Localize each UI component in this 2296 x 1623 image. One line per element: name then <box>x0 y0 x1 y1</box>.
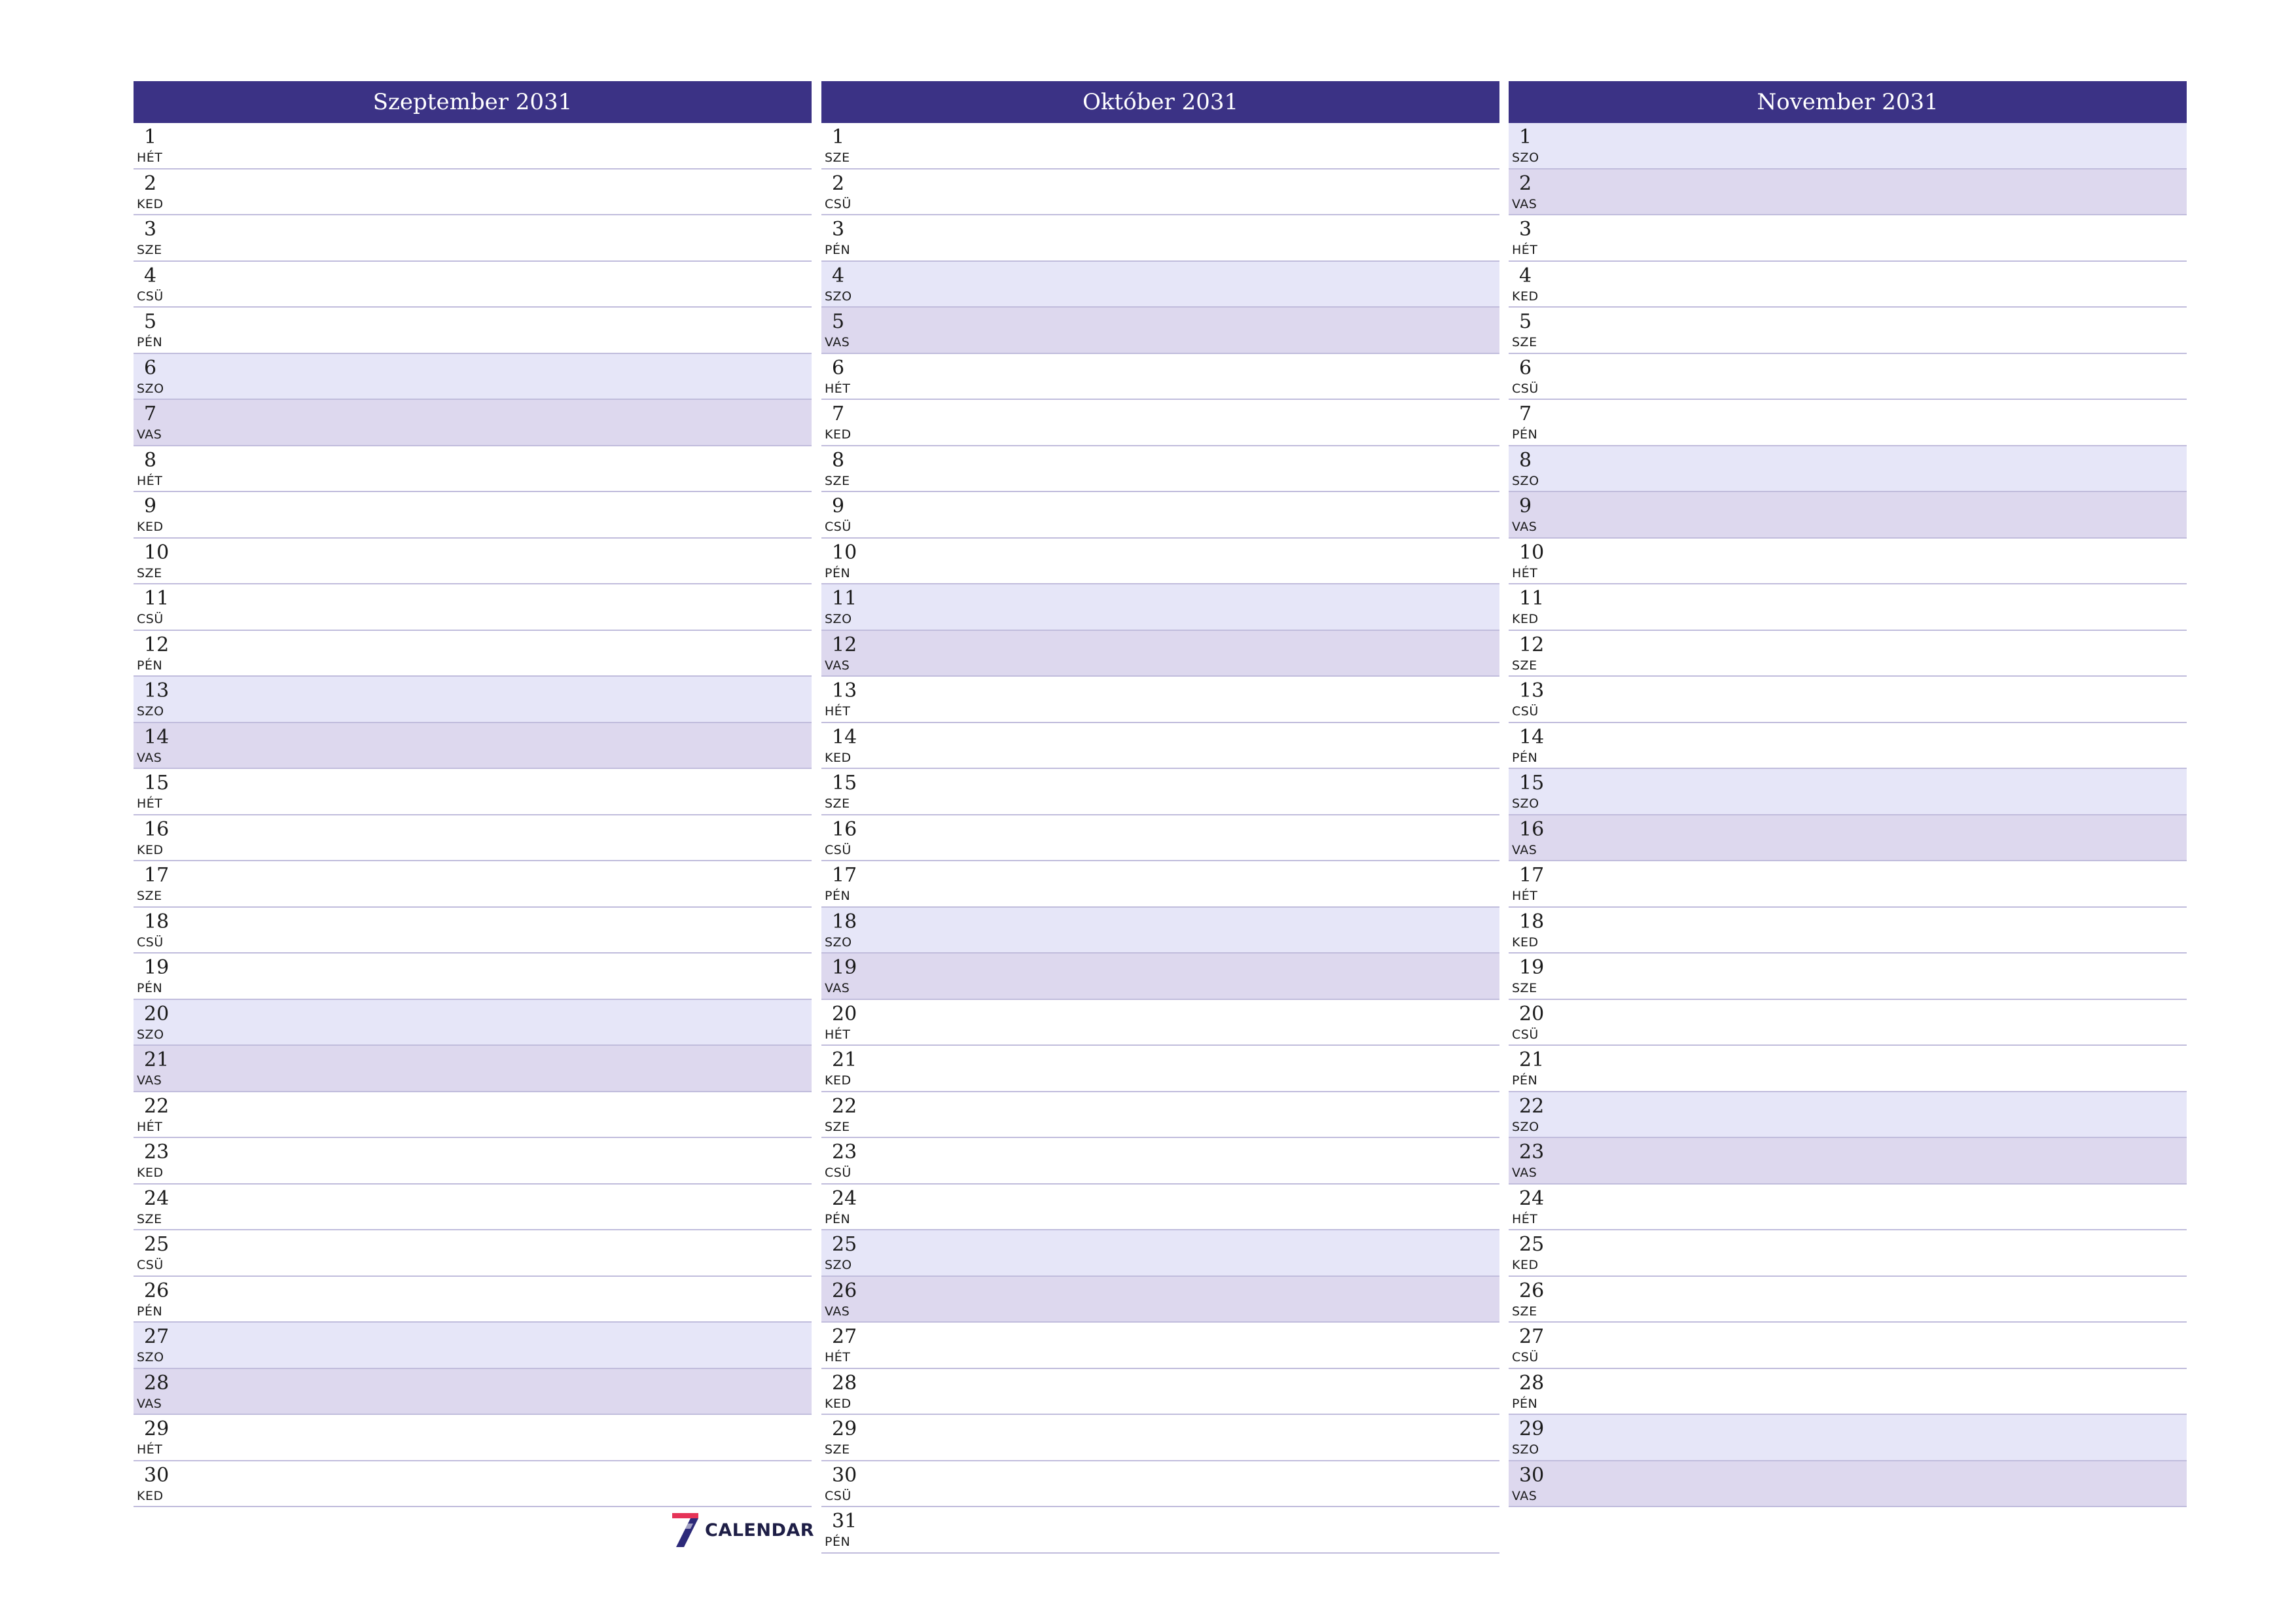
day-number: 22 <box>832 1094 857 1118</box>
day-row <box>134 1461 812 1508</box>
day-number: 17 <box>832 864 857 887</box>
day-number: 7 <box>1519 402 1532 425</box>
weekday-name: SZE <box>1512 981 1537 995</box>
weekday-name: VAS <box>825 1304 850 1319</box>
month-title: Október 2031 <box>821 81 1499 123</box>
day-row <box>821 861 1499 908</box>
day-number: 19 <box>1519 956 1545 979</box>
weekday-name: CSÜ <box>1512 704 1539 719</box>
day-number: 28 <box>1519 1371 1545 1395</box>
day-number: 28 <box>144 1371 170 1395</box>
day-row <box>134 1323 812 1369</box>
day-row <box>1509 1185 2187 1231</box>
day-number: 21 <box>832 1048 857 1071</box>
day-number: 2 <box>144 171 157 195</box>
day-row <box>821 584 1499 631</box>
day-row <box>134 861 812 908</box>
weekday-name: VAS <box>137 750 162 765</box>
day-row <box>821 769 1499 815</box>
weekday-name: HÉT <box>825 1350 851 1364</box>
day-number: 30 <box>1519 1463 1545 1487</box>
day-number: 15 <box>144 772 170 794</box>
day-number: 3 <box>1519 218 1532 241</box>
day-row <box>1509 1277 2187 1323</box>
day-number: 5 <box>144 310 157 333</box>
day-number: 2 <box>1519 171 1532 195</box>
day-row <box>1509 400 2187 446</box>
day-number: 27 <box>1519 1325 1545 1348</box>
weekday-name: PÉN <box>825 889 851 903</box>
weekday-name: HÉT <box>825 381 851 396</box>
day-number: 28 <box>832 1371 857 1395</box>
weekday-name: VAS <box>1512 196 1537 211</box>
weekday-name: VAS <box>1512 1166 1537 1180</box>
day-number: 7 <box>144 402 157 425</box>
weekday-name: HÉT <box>137 796 163 811</box>
day-row <box>821 1092 1499 1139</box>
day-row <box>821 169 1499 216</box>
day-number: 15 <box>832 772 857 794</box>
day-row <box>134 677 812 723</box>
day-row <box>134 1185 812 1231</box>
day-number: 30 <box>144 1463 170 1487</box>
weekday-name: SZE <box>825 1442 850 1457</box>
day-row <box>1509 492 2187 539</box>
day-number: 12 <box>144 633 170 656</box>
day-number: 16 <box>1519 817 1545 841</box>
day-number: 17 <box>144 864 170 887</box>
day-row <box>821 446 1499 493</box>
day-number: 23 <box>1519 1141 1545 1164</box>
day-number: 29 <box>1519 1418 1545 1440</box>
day-row <box>134 308 812 354</box>
day-number: 5 <box>1519 310 1532 333</box>
day-number: 18 <box>832 910 857 933</box>
day-number: 9 <box>832 495 845 518</box>
weekday-name: CSÜ <box>825 196 852 211</box>
day-number: 16 <box>144 817 170 841</box>
day-number: 4 <box>832 264 845 287</box>
day-number: 20 <box>144 1002 170 1026</box>
weekday-name: CSÜ <box>825 1488 852 1503</box>
weekday-name: HÉT <box>1512 889 1538 903</box>
weekday-name: SZO <box>137 381 164 396</box>
weekday-name: SZE <box>825 796 850 811</box>
weekday-name: HÉT <box>137 473 163 488</box>
day-row <box>821 1000 1499 1046</box>
day-row <box>821 1138 1499 1185</box>
month-column-october <box>821 81 1499 1554</box>
weekday-name: KED <box>1512 935 1539 950</box>
day-row <box>134 769 812 815</box>
day-row <box>821 1277 1499 1323</box>
day-number: 10 <box>144 541 170 564</box>
day-row <box>821 1369 1499 1416</box>
day-row <box>821 677 1499 723</box>
weekday-name: SZO <box>137 1350 164 1364</box>
day-row <box>134 584 812 631</box>
weekday-name: SZO <box>1512 151 1539 165</box>
day-number: 12 <box>1519 633 1545 656</box>
weekday-name: PÉN <box>1512 1396 1538 1411</box>
day-list <box>134 123 812 1507</box>
day-number: 12 <box>832 633 857 656</box>
day-number: 17 <box>1519 864 1545 887</box>
weekday-name: CSÜ <box>1512 1027 1539 1042</box>
weekday-name: CSÜ <box>1512 381 1539 396</box>
weekday-name: KED <box>825 750 852 765</box>
weekday-name: HÉT <box>137 1442 163 1457</box>
day-row <box>134 1415 812 1461</box>
day-row <box>134 1230 812 1277</box>
day-row <box>1509 215 2187 262</box>
day-row <box>1509 1092 2187 1139</box>
day-row <box>134 815 812 862</box>
weekday-name: SZO <box>825 1258 852 1272</box>
month-title: Szeptember 2031 <box>134 81 812 123</box>
day-row <box>134 169 812 216</box>
day-number: 14 <box>1519 725 1545 749</box>
day-row <box>1509 861 2187 908</box>
weekday-name: CSÜ <box>825 842 852 857</box>
day-number: 6 <box>1519 356 1532 380</box>
weekday-name: SZO <box>1512 473 1539 488</box>
weekday-name: CSÜ <box>137 612 164 626</box>
day-row <box>1509 677 2187 723</box>
day-row <box>134 123 812 169</box>
day-row <box>821 1046 1499 1092</box>
day-number: 19 <box>832 956 857 979</box>
day-number: 9 <box>1519 495 1532 518</box>
month-title: November 2031 <box>1509 81 2187 123</box>
weekday-name: CSÜ <box>825 520 852 534</box>
day-number: 22 <box>144 1094 170 1118</box>
day-number: 29 <box>832 1418 857 1440</box>
weekday-name: KED <box>1512 612 1539 626</box>
day-number: 13 <box>144 679 170 702</box>
weekday-name: VAS <box>1512 520 1537 534</box>
weekday-name: SZE <box>825 473 850 488</box>
day-row <box>821 492 1499 539</box>
weekday-name: CSÜ <box>1512 1350 1539 1364</box>
day-row <box>134 1046 812 1092</box>
day-row <box>1509 1369 2187 1416</box>
weekday-name: KED <box>137 196 164 211</box>
day-number: 26 <box>1519 1279 1545 1302</box>
day-row <box>134 492 812 539</box>
day-number: 16 <box>832 817 857 841</box>
day-row <box>821 908 1499 954</box>
day-row <box>1509 631 2187 677</box>
weekday-name: HÉT <box>1512 243 1538 257</box>
day-number: 21 <box>1519 1048 1545 1071</box>
day-number: 27 <box>144 1325 170 1348</box>
day-row <box>1509 123 2187 169</box>
day-number: 24 <box>1519 1186 1545 1210</box>
weekday-name: SZO <box>825 612 852 626</box>
day-number: 22 <box>1519 1094 1545 1118</box>
day-row <box>821 1185 1499 1231</box>
day-number: 11 <box>832 587 857 610</box>
weekday-name: VAS <box>825 658 850 673</box>
day-number: 23 <box>144 1141 170 1164</box>
day-number: 18 <box>144 910 170 933</box>
day-number: 7 <box>832 402 845 425</box>
day-row <box>821 631 1499 677</box>
day-number: 29 <box>144 1418 170 1440</box>
day-row <box>1509 954 2187 1000</box>
day-number: 23 <box>832 1141 857 1164</box>
day-number: 26 <box>832 1279 857 1302</box>
day-number: 24 <box>144 1186 170 1210</box>
day-row <box>821 308 1499 354</box>
day-number: 19 <box>144 956 170 979</box>
calendar-logo <box>671 1512 814 1548</box>
weekday-name: VAS <box>1512 1488 1537 1503</box>
weekday-name: CSÜ <box>137 1258 164 1272</box>
day-number: 25 <box>144 1233 170 1256</box>
day-row <box>1509 1046 2187 1092</box>
weekday-name: PÉN <box>1512 427 1538 442</box>
day-number: 10 <box>1519 541 1545 564</box>
day-row <box>821 539 1499 585</box>
day-row <box>1509 308 2187 354</box>
day-number: 4 <box>144 264 157 287</box>
day-row <box>134 908 812 954</box>
day-number: 4 <box>1519 264 1532 287</box>
day-row <box>134 723 812 770</box>
weekday-name: CSÜ <box>825 1166 852 1180</box>
day-row <box>821 954 1499 1000</box>
day-row <box>134 446 812 493</box>
day-number: 20 <box>1519 1002 1545 1026</box>
weekday-name: KED <box>1512 289 1539 304</box>
weekday-name: PÉN <box>1512 750 1538 765</box>
day-row <box>821 400 1499 446</box>
day-number: 11 <box>144 587 170 610</box>
weekday-name: SZE <box>137 565 162 580</box>
day-number: 27 <box>832 1325 857 1348</box>
day-number: 24 <box>832 1186 857 1210</box>
weekday-name: HÉT <box>1512 565 1538 580</box>
day-row <box>1509 446 2187 493</box>
day-row <box>134 400 812 446</box>
day-list <box>1509 123 2187 1507</box>
day-number: 3 <box>832 218 845 241</box>
weekday-name: PÉN <box>825 565 851 580</box>
weekday-name: KED <box>825 427 852 442</box>
weekday-name: PÉN <box>137 981 163 995</box>
weekday-name: HÉT <box>1512 1211 1538 1226</box>
weekday-name: SZE <box>1512 1304 1537 1319</box>
day-row <box>821 1230 1499 1277</box>
day-list <box>821 123 1499 1554</box>
weekday-name: SZO <box>1512 1119 1539 1134</box>
day-row <box>1509 1138 2187 1185</box>
weekday-name: SZE <box>137 243 162 257</box>
day-number: 21 <box>144 1048 170 1071</box>
day-number: 5 <box>832 310 845 333</box>
day-number: 1 <box>1519 126 1532 149</box>
weekday-name: VAS <box>137 1073 162 1088</box>
day-row <box>134 631 812 677</box>
day-number: 10 <box>832 541 857 564</box>
weekday-name: VAS <box>1512 842 1537 857</box>
weekday-name: SZO <box>137 704 164 719</box>
day-row <box>821 1323 1499 1369</box>
seven-logo-icon <box>671 1512 700 1548</box>
day-row <box>1509 815 2187 862</box>
day-row <box>1509 769 2187 815</box>
day-row <box>1509 1230 2187 1277</box>
day-number: 18 <box>1519 910 1545 933</box>
weekday-name: PÉN <box>825 243 851 257</box>
day-number: 13 <box>832 679 857 702</box>
weekday-name: SZE <box>137 1211 162 1226</box>
day-row <box>134 1369 812 1416</box>
weekday-name: VAS <box>825 981 850 995</box>
weekday-name: HÉT <box>137 1119 163 1134</box>
day-row <box>134 1277 812 1323</box>
weekday-name: SZE <box>825 1119 850 1134</box>
day-row <box>134 215 812 262</box>
day-number: 11 <box>1519 587 1545 610</box>
weekday-name: KED <box>137 842 164 857</box>
day-number: 6 <box>832 356 845 380</box>
weekday-name: PÉN <box>825 1535 851 1549</box>
weekday-name: SZE <box>825 151 850 165</box>
day-number: 6 <box>144 356 157 380</box>
day-row <box>134 262 812 308</box>
day-row <box>1509 1323 2187 1369</box>
month-column-november <box>1509 81 2187 1507</box>
weekday-name: SZO <box>137 1027 164 1042</box>
day-row <box>821 723 1499 770</box>
day-row <box>1509 1461 2187 1508</box>
day-row <box>1509 723 2187 770</box>
day-number: 25 <box>832 1233 857 1256</box>
weekday-name: KED <box>825 1073 852 1088</box>
weekday-name: CSÜ <box>137 289 164 304</box>
day-row <box>134 539 812 585</box>
day-row <box>1509 539 2187 585</box>
day-number: 8 <box>1519 448 1532 472</box>
weekday-name: KED <box>825 1396 852 1411</box>
day-row <box>821 123 1499 169</box>
weekday-name: HÉT <box>137 151 163 165</box>
day-row <box>134 954 812 1000</box>
weekday-name: SZE <box>1512 335 1537 349</box>
weekday-name: VAS <box>137 427 162 442</box>
day-row <box>821 1507 1499 1554</box>
day-number: 3 <box>144 218 157 241</box>
day-number: 9 <box>144 495 157 518</box>
day-row <box>134 354 812 401</box>
day-number: 30 <box>832 1463 857 1487</box>
weekday-name: KED <box>1512 1258 1539 1272</box>
day-number: 2 <box>832 171 845 195</box>
day-number: 14 <box>144 725 170 749</box>
weekday-name: PÉN <box>137 658 163 673</box>
day-row <box>1509 1000 2187 1046</box>
day-number: 20 <box>832 1002 857 1026</box>
weekday-name: SZE <box>1512 658 1537 673</box>
day-row <box>1509 354 2187 401</box>
day-number: 25 <box>1519 1233 1545 1256</box>
weekday-name: VAS <box>825 335 850 349</box>
weekday-name: SZO <box>825 289 852 304</box>
weekday-name: KED <box>137 520 164 534</box>
day-row <box>821 354 1499 401</box>
day-row <box>821 215 1499 262</box>
day-number: 14 <box>832 725 857 749</box>
day-number: 8 <box>144 448 157 472</box>
weekday-name: PÉN <box>137 1304 163 1319</box>
day-row <box>1509 262 2187 308</box>
day-number: 15 <box>1519 772 1545 794</box>
weekday-name: PÉN <box>825 1211 851 1226</box>
weekday-name: SZO <box>1512 796 1539 811</box>
day-row <box>1509 584 2187 631</box>
month-column-september <box>134 81 812 1507</box>
weekday-name: PÉN <box>1512 1073 1538 1088</box>
day-number: 26 <box>144 1279 170 1302</box>
weekday-name: KED <box>137 1488 164 1503</box>
day-row <box>821 262 1499 308</box>
day-number: 31 <box>832 1510 857 1533</box>
day-row <box>134 1138 812 1185</box>
day-row <box>134 1000 812 1046</box>
weekday-name: SZE <box>137 889 162 903</box>
day-number: 8 <box>832 448 845 472</box>
weekday-name: SZO <box>825 935 852 950</box>
day-number: 1 <box>832 126 845 149</box>
day-row <box>821 1415 1499 1461</box>
day-row <box>1509 169 2187 216</box>
day-row <box>821 1461 1499 1508</box>
day-row <box>1509 1415 2187 1461</box>
logo-text: CALENDAR <box>705 1520 815 1541</box>
day-row <box>134 1092 812 1139</box>
day-row <box>1509 908 2187 954</box>
day-number: 1 <box>144 126 157 149</box>
weekday-name: CSÜ <box>137 935 164 950</box>
day-number: 13 <box>1519 679 1545 702</box>
weekday-name: SZO <box>1512 1442 1539 1457</box>
weekday-name: VAS <box>137 1396 162 1411</box>
weekday-name: HÉT <box>825 704 851 719</box>
day-row <box>821 815 1499 862</box>
weekday-name: HÉT <box>825 1027 851 1042</box>
weekday-name: PÉN <box>137 335 163 349</box>
weekday-name: KED <box>137 1166 164 1180</box>
